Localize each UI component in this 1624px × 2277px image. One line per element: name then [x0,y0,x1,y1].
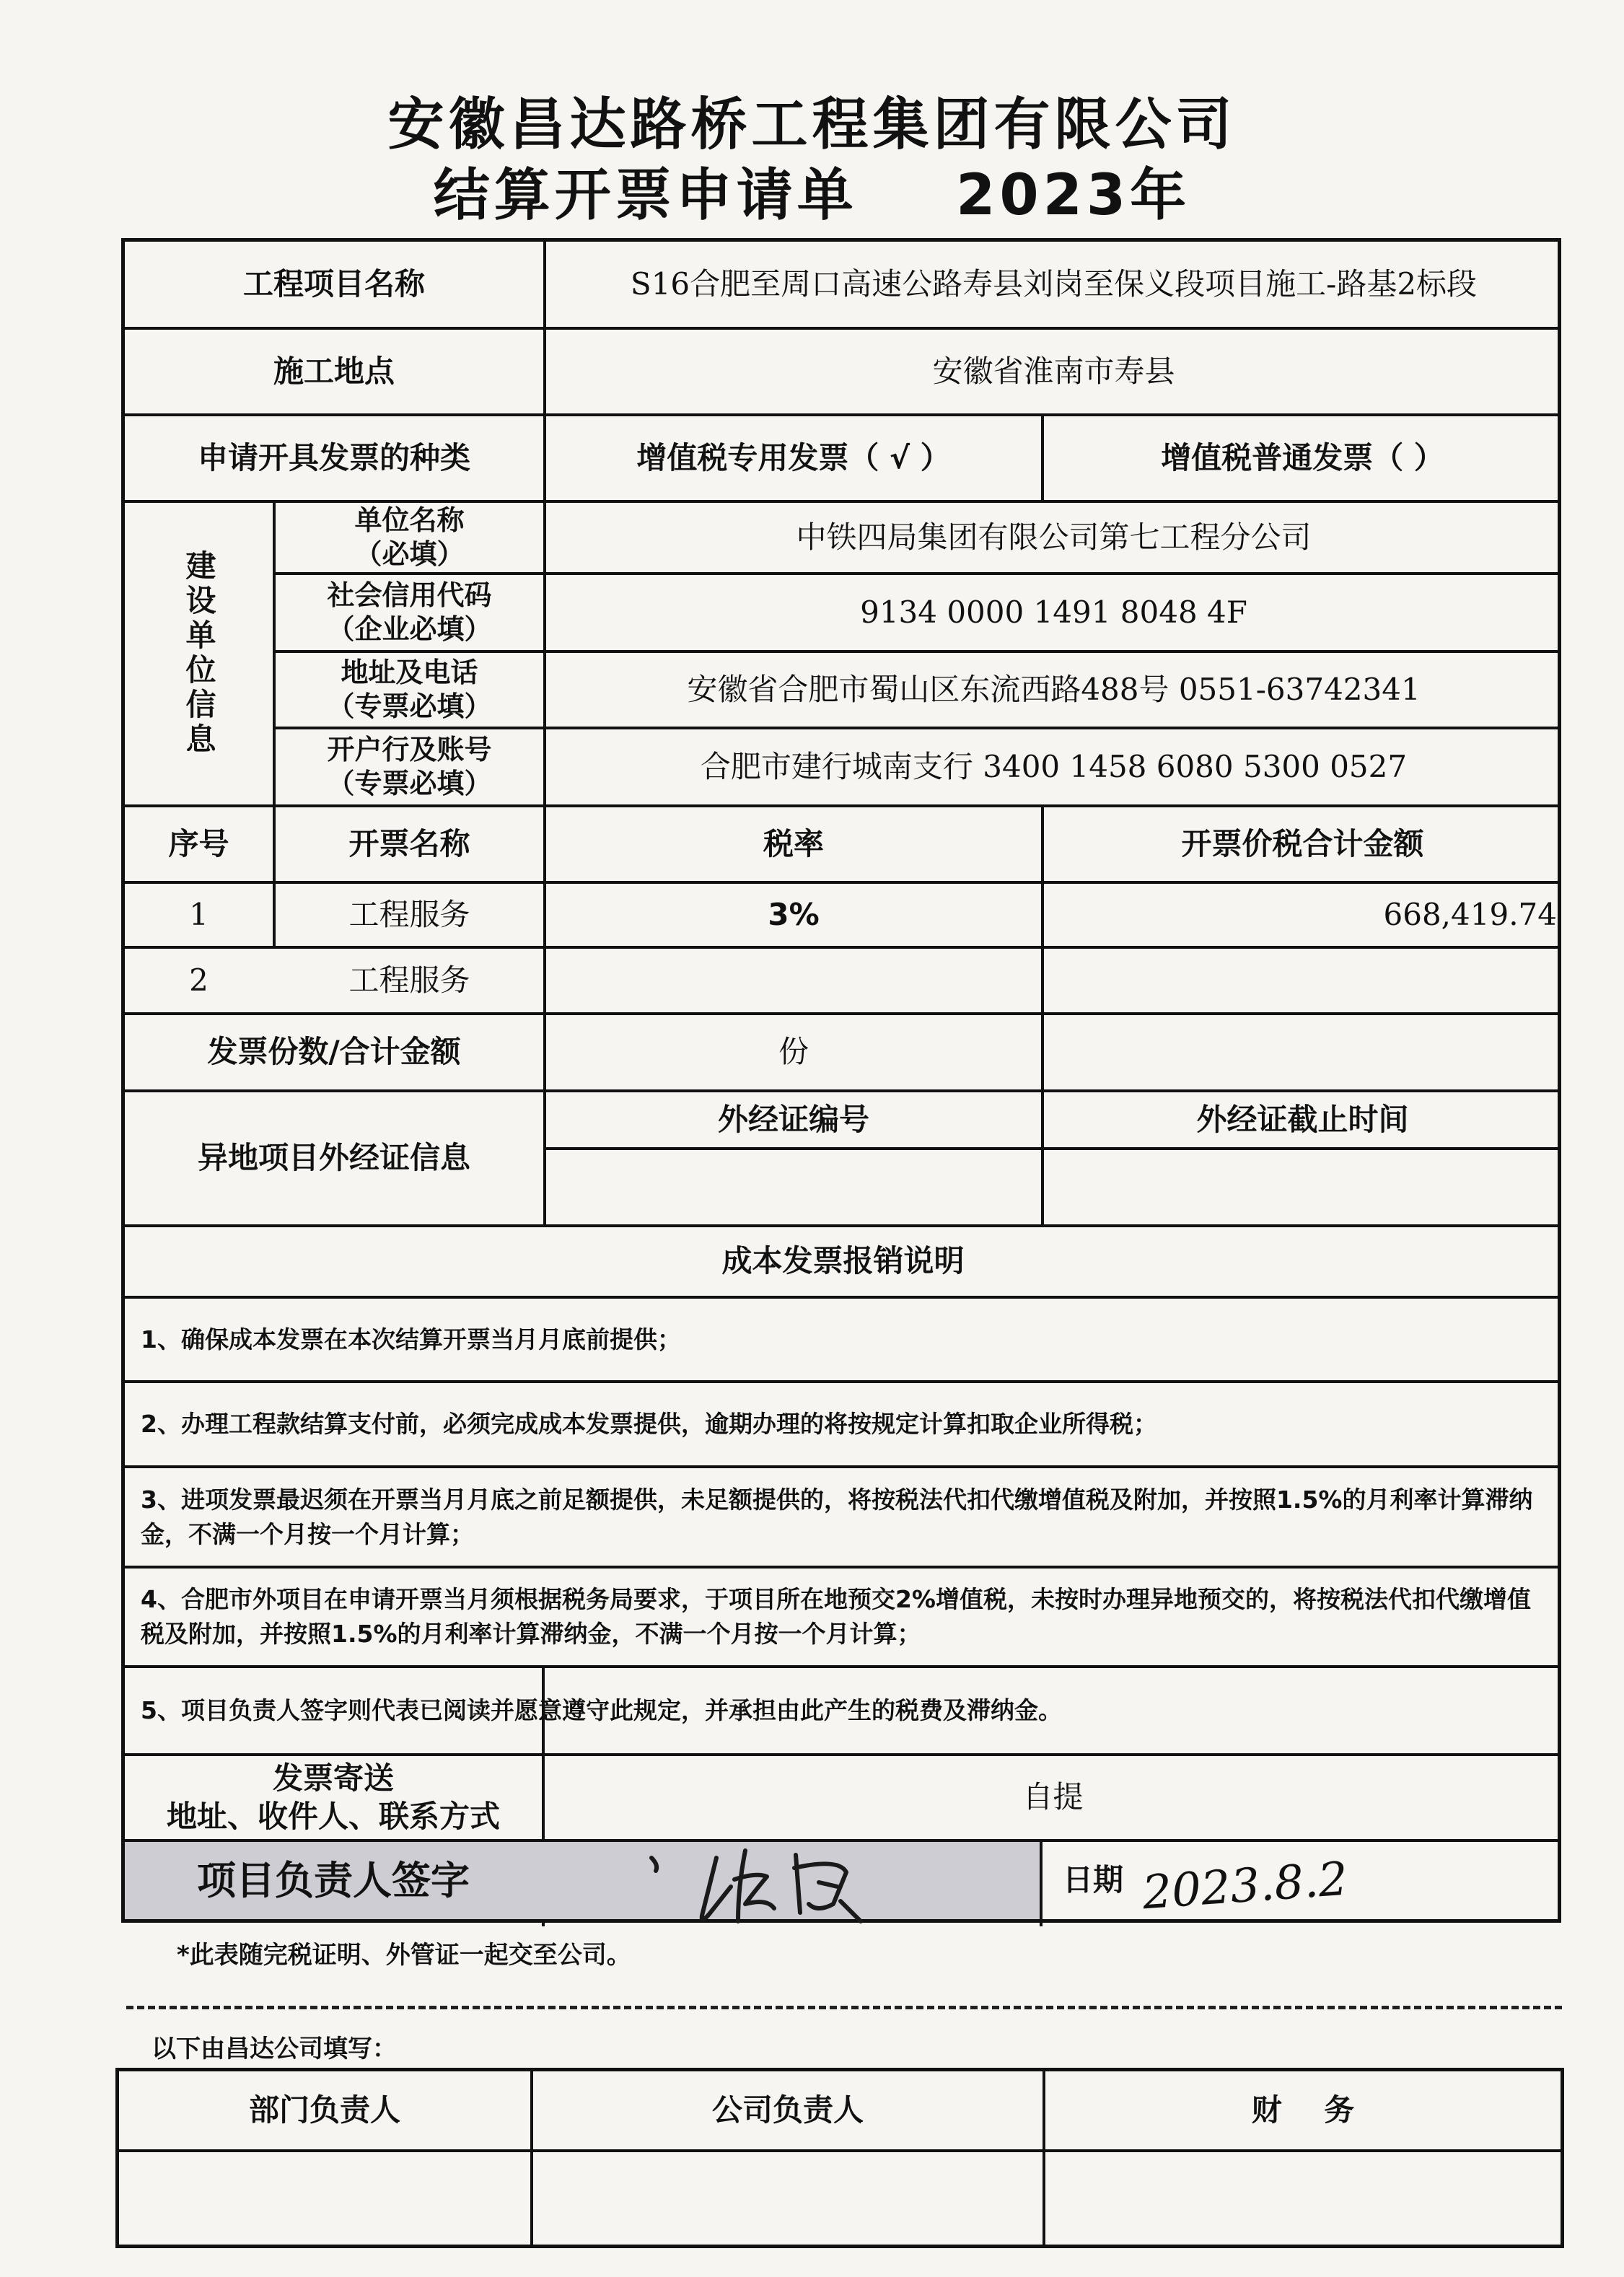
external-cert-expiry-label: 外经证截止时间 [1196,1101,1409,1137]
col-tax-rate-header: 税率 [763,825,824,861]
project-name-value: S16合肥至周口高速公路寿县刘岗至保义段项目施工-路基2标段 [630,266,1478,302]
credit-code-required: （企业必填） [327,613,492,645]
cost-note-4: 4、合肥市外项目在申请开票当月须根据税务局要求，于项目所在地预交2%增值税，未按时办理异地预交的，将按税法代扣代缴增值税及附加，并按照1.5%的月利率计算滞纳金，不满一个月按一个月计算； [141,1585,1531,1648]
builder-name-label [276,503,543,572]
cost-note-2: 2、办理工程款结算支付前，必须完成成本发票提供，逾期办理的将按规定计算扣取企业所得税； [141,1410,1157,1439]
credit-code-label [276,575,543,650]
address-phone-value: 安徽省合肥市蜀山区东流西路488号 0551-63742341 [687,671,1421,707]
company-head-header: 公司负责人 [711,2092,864,2128]
cost-note-5: 5、项目负责人签字则代表已阅读并愿意遵守此规定，并承担由此产生的税费及滞纳金。 [141,1696,1062,1725]
col-amount-header: 开票价税合计金额 [1181,825,1424,861]
special-vat-invoice-option[interactable]: 增值税专用发票（ √ ） [636,439,951,475]
footer-note: *此表随完税证明、外管证一起交至公司。 [177,1941,631,1970]
company-title: 安徽昌达路桥工程集团有限公司 [387,92,1237,157]
finance-header: 财 务 [1251,2092,1355,2128]
date-value: 2023.8.2 [1141,1852,1350,1920]
company-head-signature-cell[interactable] [533,2152,1043,2245]
delivery-label-line1: 发票寄送 [272,1760,394,1796]
row1-index: 1 [189,896,209,932]
invoice-type-label: 申请开具发票的种类 [197,439,470,475]
delivery-label-line2: 地址、收件人、联系方式 [166,1798,500,1834]
builder-name-required: （必填） [354,538,465,570]
bank-account-value: 合肥市建行城南支行 3400 1458 6080 5300 0527 [700,748,1408,784]
location-label: 施工地点 [273,353,395,389]
company-fill-label: 以下由昌达公司填写： [152,2035,397,2063]
row2-index: 2 [189,962,209,998]
row2-name: 工程服务 [348,962,470,998]
project-manager-signature-label: 项目负责人签字 [197,1857,470,1903]
date-label: 日期 [1062,1862,1123,1898]
delivery-value: 自提 [1022,1779,1084,1815]
approval-table [115,2068,1564,2248]
col-name-header: 开票名称 [348,825,470,861]
form-title: 结算开票申请单 [433,163,858,228]
application-form-table [121,238,1561,1923]
normal-vat-invoice-option[interactable]: 增值税普通发票（ ） [1161,439,1444,475]
bank-account-required: （专票必填） [327,768,492,799]
bank-account-label-text: 开户行及账号 [327,733,492,765]
address-phone-required: （专票必填） [327,690,492,722]
copies-unit: 份 [778,1034,809,1070]
external-cert-label: 异地项目外经证信息 [197,1140,470,1176]
builder-name-label-text: 单位名称 [354,504,465,536]
tear-line [126,2006,1562,2009]
external-cert-number-value [546,1150,1041,1224]
builder-name-value: 中铁四局集团有限公司第七工程分公司 [796,519,1312,555]
dept-head-signature-cell[interactable] [119,2152,530,2245]
credit-code-value: 9134 0000 1491 8048 4F [860,594,1247,630]
credit-code-label-text: 社会信用代码 [327,579,492,611]
external-cert-number-label: 外经证编号 [717,1101,869,1137]
cost-note-3: 3、进项发票最迟须在开票当月月底之前足额提供，未足额提供的，将按税法代扣代缴增值税及附加，并按照1.5%的月利率计算滞纳金，不满一个月按一个月计算； [141,1485,1533,1548]
form-title-line [0,150,1624,231]
row1-name: 工程服务 [348,896,470,932]
totals-amount [1044,1015,1561,1089]
form-year: 2023年 [956,163,1191,228]
row1-amount: 668,419.74 [1383,896,1557,932]
row2-amount [1044,949,1561,1012]
dept-head-header: 部门负责人 [248,2092,400,2128]
cost-note-1: 1、确保成本发票在本次结算开票当月月底前提供； [141,1325,681,1354]
builder-section-label: 建设单位信息 [181,550,217,758]
finance-signature-cell[interactable] [1045,2152,1561,2245]
project-name-label: 工程项目名称 [242,266,425,302]
external-cert-expiry-value [1044,1150,1561,1224]
handwritten-signature [630,1829,976,1937]
row1-tax-rate: 3% [768,896,820,932]
totals-label: 发票份数/合计金额 [207,1034,461,1070]
cost-notes-title: 成本发票报销说明 [721,1243,965,1279]
builder-section-label-cell [125,503,273,804]
delivery-label [125,1756,542,1839]
address-phone-label [276,653,543,727]
location-value: 安徽省淮南市寿县 [932,353,1175,389]
col-index-header: 序号 [168,825,229,861]
row2-tax-rate [546,949,1041,1012]
bank-account-label [276,729,543,804]
address-phone-label-text: 地址及电话 [341,656,478,688]
